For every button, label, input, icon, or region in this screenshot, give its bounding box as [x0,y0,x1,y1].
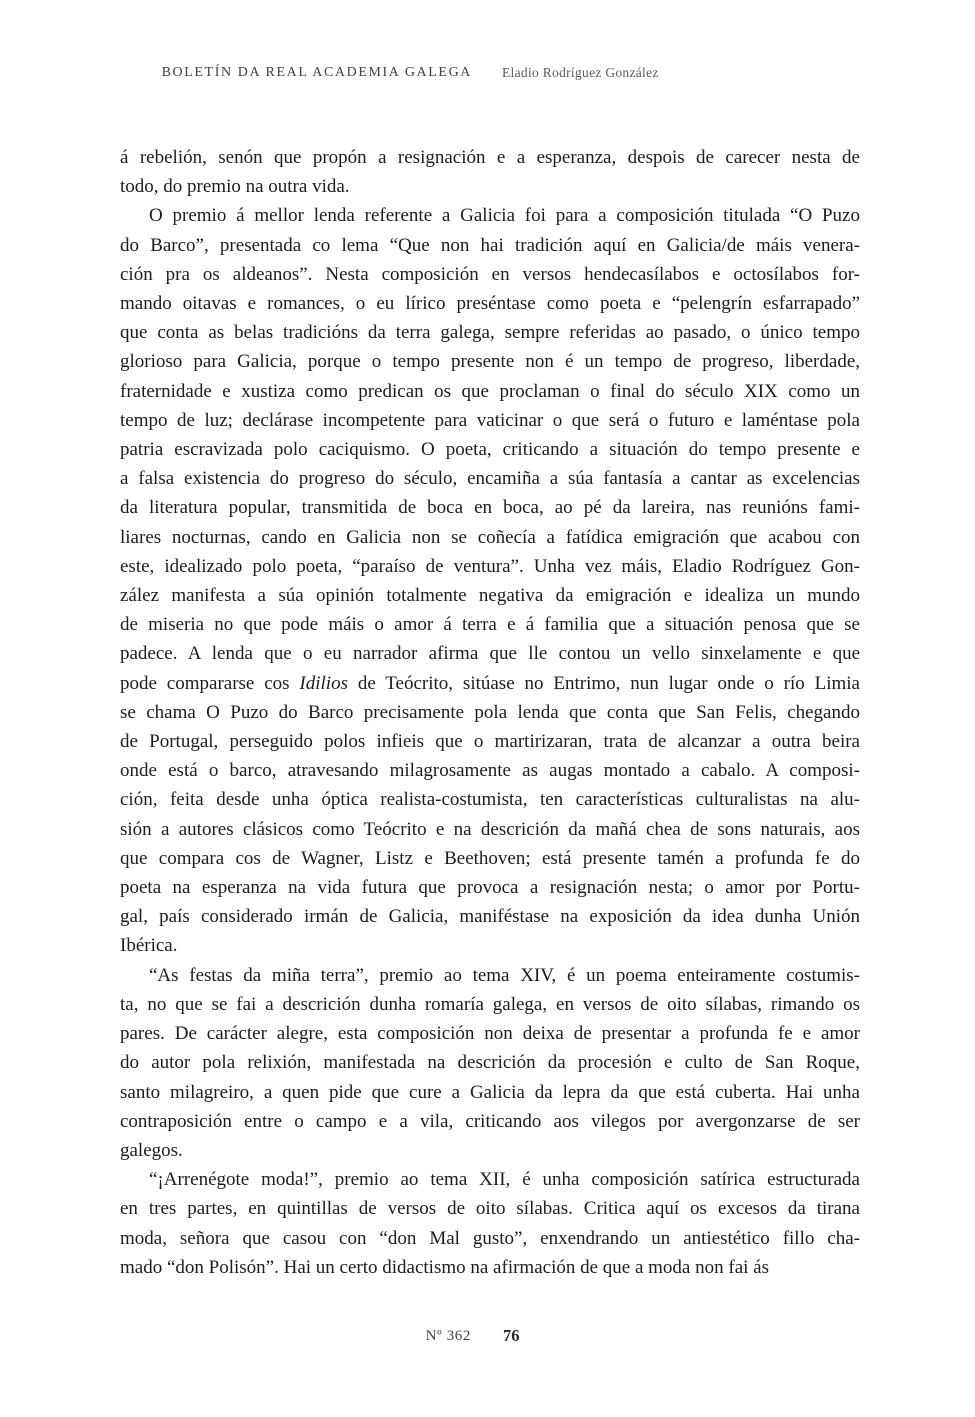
text-line: mado “don Polisón”. Hai un certo didactismo na afirmación de que a moda non fai ás [120,1256,769,1278]
page-header [0,58,975,88]
text-line: que conta as belas tradicións da terra galega, sempre referidas ao pasado, o único tempo [120,322,860,344]
text-line: tempo de luz; declárase incompetente para vaticinar o que será o futuro e laméntase pola [120,409,860,431]
text-line: mando oitavas e romances, o eu lírico preséntase como poeta e “pelengrín esfarrapado” [120,293,860,315]
text-line: ción pra os aldeanos”. Nesta composición en versos hendecasílabos e octosílabos for- [120,263,860,285]
text-line: do Barco”, presentada co lema “Que non hai tradición aquí en Galicia/de máis venera- [120,234,860,256]
text-line: glorioso para Galicia, porque o tempo presente non é un tempo de progreso, liberdade, [120,351,860,373]
text-line: O premio á mellor lenda referente a Galicia foi para a composición titulada “O Puzo [149,205,860,227]
page-footer [0,1322,975,1350]
text-line: onde está o barco, atravesando milagrosamente as augas montado a cabalo. A composi- [120,760,860,782]
text-line: “¡Arrenégote moda!”, premio ao tema XII, é unha composición satírica estructurada [149,1169,860,1191]
paragraph [120,143,860,201]
text-line: moda, señora que casou con “don Mal gusto”, enxendrando un antiestético fillo cha- [120,1227,860,1249]
text-line: se chama O Puzo do Barco precisamente pola lenda que conta que San Felis, chegando [120,701,860,723]
text-line: da literatura popular, transmitida de boca en boca, ao pé da lareira, nas reunións fami- [120,497,860,519]
text-line: pode compararse cos Idilios de Teócrito, sitúase no Entrimo, nun lugar onde o río Limia [120,672,860,694]
text-line: contraposición entre o campo e a vila, criticando aos vilegos por avergonzarse de ser [120,1110,860,1132]
text-line: fraternidade e xustiza como predican os que proclaman o final do século XIX como un [120,380,860,402]
text-line: de miseria no que pode máis o amor á terra e á familia que a situación penosa que se [120,614,860,636]
text-line: á rebelión, senón que propón a resignación e a esperanza, despois de carecer nesta de [120,147,860,168]
paragraph [120,201,860,960]
page-number: 76 [503,1326,520,1345]
text-line: en tres partes, en quintillas de versos de oito sílabas. Critica aquí os excesos da tirana [120,1198,860,1220]
text-line: este, idealizado polo poeta, “paraíso de ventura”. Unha vez máis, Eladio Rodríguez Gon- [120,555,860,577]
text-line: zález manifesta a súa opinión totalmente negativa da emigración e idealiza un mundo [120,585,860,607]
text-line: todo, do premio na outra vida. [120,176,350,198]
text-line: poeta na esperanza na vida futura que provoca a resignación nesta; o amor por Portu- [120,877,860,899]
text-line: de Portugal, perseguido polos infieis que o martirizaran, trata de alcanzar a outra beira [120,731,860,753]
text-line: que compara cos de Wagner, Listz e Beethoven; está presente tamén a profunda fe do [120,847,860,869]
text-line: pares. De carácter alegre, esta composición non deixa de presentar a profunda fe e amor [120,1023,860,1045]
text-line: a falsa existencia do progreso do século, encamiña a súa fantasía a cantar as excelencias [120,468,860,490]
text-line: padece. A lenda que o eu narrador afirma que lle contou un vello sinxelamente e que [120,643,860,665]
text-line: gal, país considerado irmán de Galicia, maniféstase na exposición da idea dunha Unión [120,906,860,928]
text-line: liares nocturnas, cando en Galicia non se coñecía a fatídica emigración que acabou con [120,526,860,548]
author-name: Eladio Rodríguez González [502,65,659,80]
text-line: ción, feita desde unha óptica realista-costumista, ten características culturalistas na alu- [120,789,860,811]
body-text [120,143,860,1282]
paragraph [120,1165,860,1282]
text-line: do autor pola relixión, manifestada na descrición da procesión e culto de San Roque, [120,1052,860,1074]
text-line: sión a autores clásicos como Teócrito e na descrición da mañá chea de sons naturais, aos [120,818,860,840]
text-line: galegos. [120,1139,183,1161]
text-line: ta, no que se fai a descrición dunha romaría galega, en versos de oito sílabas, rimando os [120,993,860,1015]
issue-number: Nº 362 [425,1327,471,1344]
text-line: “As festas da miña terra”, premio ao tema XIV, é un poema enteiramente costumis- [149,964,860,986]
paragraph [120,961,860,1165]
text-line: Ibérica. [120,935,178,957]
text-line: santo milagreiro, a quen pide que cure a Galicia da lepra da que está cuberta. Hai unha [120,1081,860,1103]
text-line: patria escravizada polo caciquismo. O poeta, criticando a situación do tempo presente e [120,439,860,461]
journal-title: BOLETÍN DA REAL ACADEMIA GALEGA [161,65,472,80]
